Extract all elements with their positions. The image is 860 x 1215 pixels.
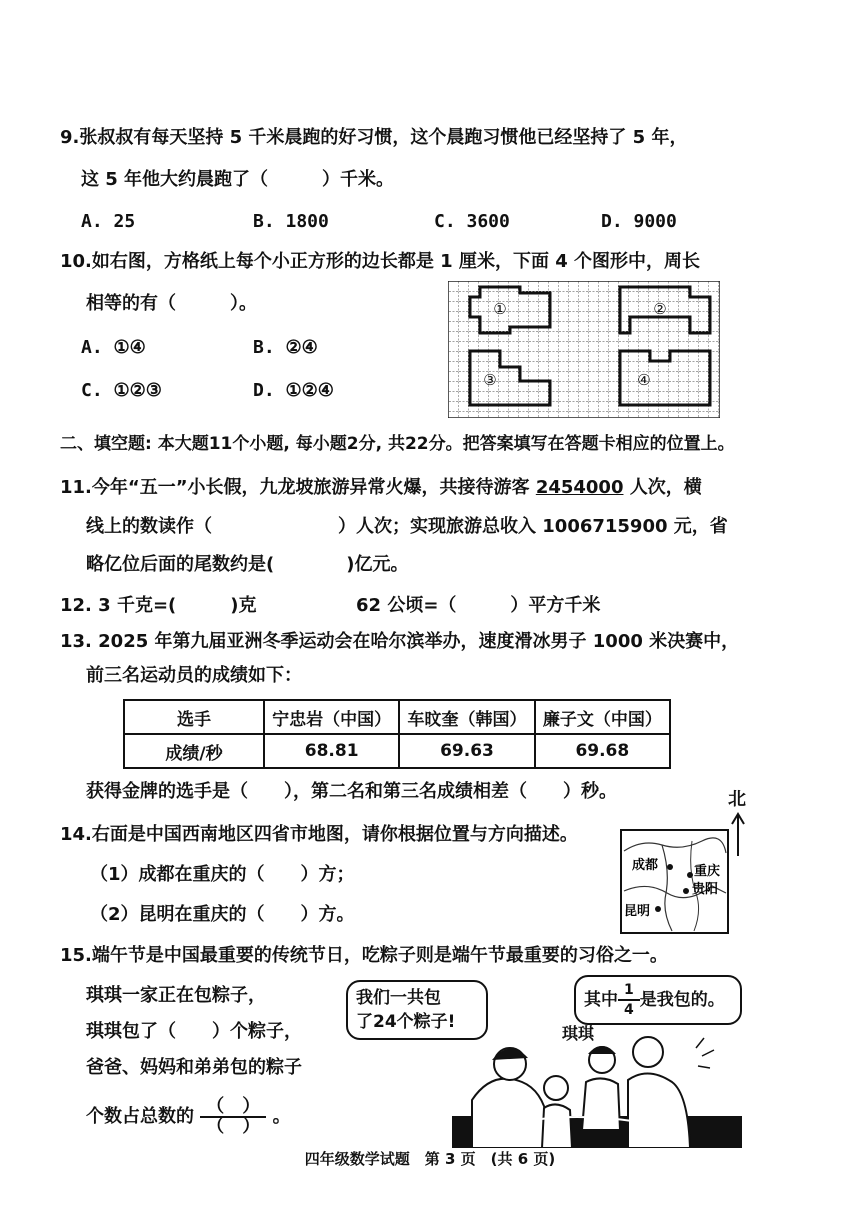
fraction-numerator: （ ） [200, 1098, 266, 1118]
q11-line1-b: 人次，横 [623, 477, 702, 498]
q13-line2: 前三名运动员的成绩如下： [86, 665, 302, 686]
fraction-denominator: （ ） [206, 1116, 261, 1137]
answer-fraction [200, 1098, 266, 1136]
chongqing-dot [687, 872, 693, 878]
q10-option-a: A. ①④ [81, 337, 146, 358]
bubble2-numerator: 1 [618, 981, 640, 1001]
q11-line2: 线上的数读作（ ）人次；实现旅游总收入 1006715900 元，省 [86, 516, 728, 537]
bubble2-b: 是我包的。 [639, 990, 725, 1010]
q14-sub2: （2）昆明在重庆的（ ）方。 [90, 904, 355, 925]
bubble2-fraction [618, 981, 640, 1019]
bubble2-denominator: 4 [624, 1002, 634, 1018]
q9-line1: 9.张叔叔有每天坚持 5 千米晨跑的好习惯，这个晨跑习惯他已经坚持了 5 年， [60, 127, 688, 148]
north-label: 北 [728, 789, 746, 810]
family-illustration [452, 1030, 742, 1148]
table-cell: 成绩/秒 [124, 734, 264, 768]
shape-label-2: ② [653, 300, 667, 318]
bubble2-a: 其中 [584, 990, 618, 1010]
score-table [123, 699, 671, 769]
map-label-guiyang: 贵阳 [692, 882, 719, 897]
map-label-chengdu: 成都 [632, 858, 659, 873]
map-svg [622, 831, 727, 932]
q15-line3: 琪琪包了（ ）个粽子， [86, 1021, 302, 1042]
q9-option-d: D. 9000 [601, 211, 677, 232]
q15-line1: 15.端午节是中国最重要的传统节日，吃粽子则是端午节最重要的习俗之一。 [60, 945, 668, 966]
q14-line1: 14.右面是中国西南地区四省市地图，请你根据位置与方向描述。 [60, 824, 578, 845]
bubble1-line2: 了24个粽子! [356, 1012, 456, 1032]
shape-label-3: ③ [483, 371, 497, 389]
q13-after: 获得金牌的选手是（ ），第二名和第三名成绩相差（ ）秒。 [86, 781, 617, 802]
q11-visitors: 2454000 [535, 477, 624, 498]
q10-line2: 相等的有（ ）。 [86, 293, 257, 314]
q9-line2: 这 5 年他大约晨跑了（ ）千米。 [81, 169, 395, 190]
section2-heading: 二、填空题: 本大题11个小题, 每小题2分, 共22分。把答案填写在答题卡相应的位置上。 [60, 434, 735, 454]
q9-option-c: C. 3600 [434, 211, 510, 232]
chengdu-dot [667, 864, 673, 870]
table-cell: 69.68 [535, 734, 670, 768]
q12-part1: 12. 3 千克=( )克 [60, 595, 257, 616]
q10-option-d: D. ①②④ [253, 380, 334, 401]
q11-line1-a: 11.今年“五一”小长假，九龙坡旅游异常火爆，共接待游客 [60, 477, 536, 498]
speech-bubble-qiqi [574, 975, 742, 1025]
grid-figure-svg [448, 281, 720, 418]
table-cell: 选手 [124, 700, 264, 734]
guiyang-dot [683, 888, 689, 894]
qiqi-label: 琪琪 [562, 1024, 595, 1043]
bubble1-line1: 我们一共包 [356, 988, 441, 1008]
q10-option-b: B. ②④ [253, 337, 318, 358]
southwest-map [620, 829, 729, 934]
map-label-kunming: 昆明 [624, 904, 651, 919]
q15-line5-end: 。 [272, 1106, 291, 1127]
q10-option-c: C. ①②③ [81, 380, 162, 401]
q15-line5 [86, 1098, 291, 1136]
q9-option-b: B. 1800 [253, 211, 329, 232]
north-arrow-icon [728, 812, 748, 858]
q15-line5-text: 个数占总数的 [86, 1106, 194, 1127]
table-cell: 宁忠岩（中国） [264, 700, 399, 734]
q12-part2: 62 公顷=（ ）平方千米 [356, 595, 601, 616]
q14-sub1: （1）成都在重庆的（ ）方； [90, 864, 355, 885]
shape-label-4: ④ [637, 371, 651, 389]
q11-line1 [60, 476, 702, 500]
page-footer: 四年级数学试题 第 3 页 (共 6 页) [304, 1150, 556, 1168]
shape-label-1: ① [493, 300, 507, 318]
table-cell: 68.81 [264, 734, 399, 768]
q9-option-a: A. 25 [81, 211, 136, 232]
table-header-row [124, 700, 670, 734]
grid-figure [448, 281, 720, 418]
q15-line4: 爸爸、妈妈和弟弟包的粽子 [86, 1057, 302, 1078]
table-row [124, 734, 670, 768]
table-cell: 廉子文（中国） [535, 700, 670, 734]
q15-line2: 琪琪一家正在包粽子， [86, 985, 266, 1006]
q10-line1: 10.如右图，方格纸上每个小正方形的边长都是 1 厘米，下面 4 个图形中，周长 [60, 251, 700, 272]
table-cell: 69.63 [399, 734, 534, 768]
kunming-dot [655, 906, 661, 912]
q11-line3: 略亿位后面的尾数约是( )亿元。 [86, 554, 409, 575]
table-cell: 车旼奎（韩国） [399, 700, 534, 734]
map-label-chongqing: 重庆 [694, 864, 721, 879]
q13-line1: 13. 2025 年第九届亚洲冬季运动会在哈尔滨举办，速度滑冰男子 1000 米决赛中， [60, 631, 740, 652]
